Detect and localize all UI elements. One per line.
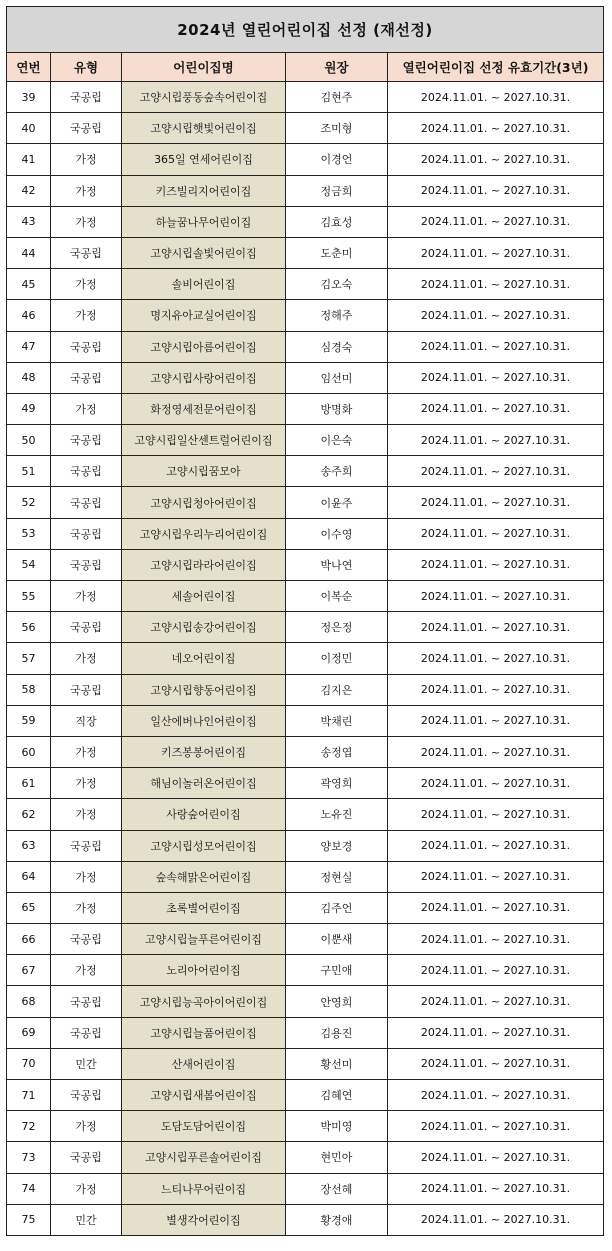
row-number: 65 bbox=[7, 892, 51, 923]
validity-period: 2024.11.01. ~ 2027.10.31. bbox=[388, 892, 604, 923]
director-name: 이윤주 bbox=[286, 487, 388, 518]
row-number: 70 bbox=[7, 1048, 51, 1079]
row-number: 63 bbox=[7, 830, 51, 861]
director-name: 이뿐새 bbox=[286, 924, 388, 955]
daycare-name: 고양시립솔빛어린이집 bbox=[122, 237, 286, 268]
daycare-type: 국공립 bbox=[51, 1080, 122, 1111]
daycare-selection-table bbox=[6, 6, 604, 1236]
validity-period: 2024.11.01. ~ 2027.10.31. bbox=[388, 82, 604, 113]
validity-period: 2024.11.01. ~ 2027.10.31. bbox=[388, 456, 604, 487]
daycare-type: 국공립 bbox=[51, 1142, 122, 1173]
table-row bbox=[7, 425, 604, 456]
daycare-name: 네오어린이집 bbox=[122, 643, 286, 674]
director-name: 김효성 bbox=[286, 206, 388, 237]
row-number: 53 bbox=[7, 518, 51, 549]
daycare-name: 고양시립사랑어린이집 bbox=[122, 362, 286, 393]
daycare-type: 국공립 bbox=[51, 986, 122, 1017]
daycare-name: 숲속해맑은어린이집 bbox=[122, 861, 286, 892]
row-number: 56 bbox=[7, 612, 51, 643]
validity-period: 2024.11.01. ~ 2027.10.31. bbox=[388, 175, 604, 206]
row-number: 57 bbox=[7, 643, 51, 674]
daycare-name: 초록별어린이집 bbox=[122, 892, 286, 923]
daycare-type: 가정 bbox=[51, 955, 122, 986]
director-name: 조미형 bbox=[286, 113, 388, 144]
daycare-name: 일산에버나인어린이집 bbox=[122, 705, 286, 736]
director-name: 김오숙 bbox=[286, 269, 388, 300]
document-table-wrapper bbox=[6, 6, 603, 1236]
daycare-name: 고양시립우리누리어린이집 bbox=[122, 518, 286, 549]
daycare-name: 고양시립늘푸른어린이집 bbox=[122, 924, 286, 955]
table-row bbox=[7, 736, 604, 767]
daycare-type: 가정 bbox=[51, 175, 122, 206]
row-number: 45 bbox=[7, 269, 51, 300]
table-row bbox=[7, 487, 604, 518]
director-name: 김주언 bbox=[286, 892, 388, 923]
director-name: 이복순 bbox=[286, 581, 388, 612]
row-number: 50 bbox=[7, 425, 51, 456]
validity-period: 2024.11.01. ~ 2027.10.31. bbox=[388, 1111, 604, 1142]
header-period: 열린어린이집 선정 유효기간(3년) bbox=[388, 53, 604, 82]
validity-period: 2024.11.01. ~ 2027.10.31. bbox=[388, 1142, 604, 1173]
row-number: 73 bbox=[7, 1142, 51, 1173]
validity-period: 2024.11.01. ~ 2027.10.31. bbox=[388, 300, 604, 331]
director-name: 김현주 bbox=[286, 82, 388, 113]
daycare-type: 가정 bbox=[51, 1111, 122, 1142]
director-name: 방명화 bbox=[286, 393, 388, 424]
daycare-type: 국공립 bbox=[51, 237, 122, 268]
daycare-type: 국공립 bbox=[51, 612, 122, 643]
row-number: 64 bbox=[7, 861, 51, 892]
daycare-type: 국공립 bbox=[51, 487, 122, 518]
table-body bbox=[7, 82, 604, 1236]
validity-period: 2024.11.01. ~ 2027.10.31. bbox=[388, 269, 604, 300]
director-name: 안영희 bbox=[286, 986, 388, 1017]
table-row bbox=[7, 82, 604, 113]
director-name: 박나연 bbox=[286, 549, 388, 580]
row-number: 71 bbox=[7, 1080, 51, 1111]
daycare-name: 고양시립송강어린이집 bbox=[122, 612, 286, 643]
row-number: 40 bbox=[7, 113, 51, 144]
validity-period: 2024.11.01. ~ 2027.10.31. bbox=[388, 1080, 604, 1111]
daycare-type: 국공립 bbox=[51, 425, 122, 456]
table-row bbox=[7, 674, 604, 705]
validity-period: 2024.11.01. ~ 2027.10.31. bbox=[388, 487, 604, 518]
daycare-type: 국공립 bbox=[51, 362, 122, 393]
validity-period: 2024.11.01. ~ 2027.10.31. bbox=[388, 206, 604, 237]
director-name: 송주희 bbox=[286, 456, 388, 487]
daycare-type: 가정 bbox=[51, 643, 122, 674]
row-number: 74 bbox=[7, 1173, 51, 1204]
daycare-type: 가정 bbox=[51, 799, 122, 830]
daycare-name: 키즈빌리지어린이집 bbox=[122, 175, 286, 206]
table-row bbox=[7, 924, 604, 955]
daycare-type: 국공립 bbox=[51, 331, 122, 362]
row-number: 39 bbox=[7, 82, 51, 113]
table-row bbox=[7, 768, 604, 799]
table-row bbox=[7, 1173, 604, 1204]
header-name: 어린이집명 bbox=[122, 53, 286, 82]
daycare-type: 가정 bbox=[51, 1173, 122, 1204]
daycare-name: 노리아어린이집 bbox=[122, 955, 286, 986]
daycare-type: 국공립 bbox=[51, 1017, 122, 1048]
row-number: 62 bbox=[7, 799, 51, 830]
director-name: 장선혜 bbox=[286, 1173, 388, 1204]
row-number: 67 bbox=[7, 955, 51, 986]
row-number: 58 bbox=[7, 674, 51, 705]
daycare-type: 국공립 bbox=[51, 82, 122, 113]
validity-period: 2024.11.01. ~ 2027.10.31. bbox=[388, 362, 604, 393]
director-name: 심경숙 bbox=[286, 331, 388, 362]
table-row bbox=[7, 861, 604, 892]
director-name: 정은정 bbox=[286, 612, 388, 643]
table-row bbox=[7, 986, 604, 1017]
row-number: 59 bbox=[7, 705, 51, 736]
row-number: 46 bbox=[7, 300, 51, 331]
validity-period: 2024.11.01. ~ 2027.10.31. bbox=[388, 924, 604, 955]
daycare-name: 세솔어린이집 bbox=[122, 581, 286, 612]
validity-period: 2024.11.01. ~ 2027.10.31. bbox=[388, 861, 604, 892]
row-number: 75 bbox=[7, 1204, 51, 1235]
table-row bbox=[7, 549, 604, 580]
table-row bbox=[7, 1204, 604, 1235]
daycare-type: 국공립 bbox=[51, 456, 122, 487]
row-number: 66 bbox=[7, 924, 51, 955]
table-row bbox=[7, 144, 604, 175]
row-number: 44 bbox=[7, 237, 51, 268]
daycare-name: 고양시립푸른솔어린이집 bbox=[122, 1142, 286, 1173]
daycare-name: 산새어린이집 bbox=[122, 1048, 286, 1079]
table-row bbox=[7, 113, 604, 144]
table-row bbox=[7, 1017, 604, 1048]
table-row bbox=[7, 269, 604, 300]
table-row bbox=[7, 206, 604, 237]
director-name: 구민애 bbox=[286, 955, 388, 986]
validity-period: 2024.11.01. ~ 2027.10.31. bbox=[388, 237, 604, 268]
director-name: 김용진 bbox=[286, 1017, 388, 1048]
director-name: 정해주 bbox=[286, 300, 388, 331]
table-row bbox=[7, 1111, 604, 1142]
director-name: 황경애 bbox=[286, 1204, 388, 1235]
validity-period: 2024.11.01. ~ 2027.10.31. bbox=[388, 425, 604, 456]
table-row bbox=[7, 581, 604, 612]
table-row bbox=[7, 892, 604, 923]
validity-period: 2024.11.01. ~ 2027.10.31. bbox=[388, 986, 604, 1017]
row-number: 48 bbox=[7, 362, 51, 393]
director-name: 김혜연 bbox=[286, 1080, 388, 1111]
row-number: 51 bbox=[7, 456, 51, 487]
daycare-type: 가정 bbox=[51, 300, 122, 331]
validity-period: 2024.11.01. ~ 2027.10.31. bbox=[388, 1017, 604, 1048]
row-number: 54 bbox=[7, 549, 51, 580]
validity-period: 2024.11.01. ~ 2027.10.31. bbox=[388, 549, 604, 580]
director-name: 양보경 bbox=[286, 830, 388, 861]
validity-period: 2024.11.01. ~ 2027.10.31. bbox=[388, 736, 604, 767]
daycare-type: 가정 bbox=[51, 206, 122, 237]
daycare-name: 고양시립일산센트럴어린이집 bbox=[122, 425, 286, 456]
daycare-type: 국공립 bbox=[51, 924, 122, 955]
daycare-name: 별생각어린이집 bbox=[122, 1204, 286, 1235]
validity-period: 2024.11.01. ~ 2027.10.31. bbox=[388, 705, 604, 736]
daycare-name: 고양시립능곡아이어린이집 bbox=[122, 986, 286, 1017]
validity-period: 2024.11.01. ~ 2027.10.31. bbox=[388, 1048, 604, 1079]
director-name: 이수영 bbox=[286, 518, 388, 549]
director-name: 노유진 bbox=[286, 799, 388, 830]
director-name: 도춘미 bbox=[286, 237, 388, 268]
daycare-name: 고양시립꿈모아 bbox=[122, 456, 286, 487]
header-director: 원장 bbox=[286, 53, 388, 82]
daycare-name: 화정영세전문어린이집 bbox=[122, 393, 286, 424]
table-row bbox=[7, 1048, 604, 1079]
row-number: 49 bbox=[7, 393, 51, 424]
table-row bbox=[7, 1142, 604, 1173]
table-row bbox=[7, 237, 604, 268]
table-row bbox=[7, 393, 604, 424]
validity-period: 2024.11.01. ~ 2027.10.31. bbox=[388, 331, 604, 362]
row-number: 69 bbox=[7, 1017, 51, 1048]
row-number: 42 bbox=[7, 175, 51, 206]
table-row bbox=[7, 362, 604, 393]
director-name: 정금희 bbox=[286, 175, 388, 206]
daycare-type: 가정 bbox=[51, 861, 122, 892]
table-row bbox=[7, 456, 604, 487]
daycare-name: 고양시립햇빛어린이집 bbox=[122, 113, 286, 144]
daycare-type: 국공립 bbox=[51, 113, 122, 144]
validity-period: 2024.11.01. ~ 2027.10.31. bbox=[388, 768, 604, 799]
director-name: 박미영 bbox=[286, 1111, 388, 1142]
daycare-type: 가정 bbox=[51, 736, 122, 767]
table-row bbox=[7, 830, 604, 861]
daycare-name: 솔비어린이집 bbox=[122, 269, 286, 300]
director-name: 김지은 bbox=[286, 674, 388, 705]
daycare-type: 가정 bbox=[51, 393, 122, 424]
daycare-type: 국공립 bbox=[51, 549, 122, 580]
row-number: 47 bbox=[7, 331, 51, 362]
daycare-name: 고양시립성모어린이집 bbox=[122, 830, 286, 861]
table-row bbox=[7, 331, 604, 362]
table-row bbox=[7, 518, 604, 549]
table-row bbox=[7, 612, 604, 643]
row-number: 43 bbox=[7, 206, 51, 237]
director-name: 곽영희 bbox=[286, 768, 388, 799]
daycare-type: 가정 bbox=[51, 269, 122, 300]
director-name: 임선미 bbox=[286, 362, 388, 393]
header-type: 유형 bbox=[51, 53, 122, 82]
daycare-type: 가정 bbox=[51, 768, 122, 799]
row-number: 41 bbox=[7, 144, 51, 175]
validity-period: 2024.11.01. ~ 2027.10.31. bbox=[388, 518, 604, 549]
director-name: 송정엽 bbox=[286, 736, 388, 767]
director-name: 황선미 bbox=[286, 1048, 388, 1079]
header-no: 연번 bbox=[7, 53, 51, 82]
daycare-name: 고양시립풍동숲속어린이집 bbox=[122, 82, 286, 113]
row-number: 61 bbox=[7, 768, 51, 799]
validity-period: 2024.11.01. ~ 2027.10.31. bbox=[388, 830, 604, 861]
validity-period: 2024.11.01. ~ 2027.10.31. bbox=[388, 799, 604, 830]
daycare-type: 가정 bbox=[51, 581, 122, 612]
validity-period: 2024.11.01. ~ 2027.10.31. bbox=[388, 1204, 604, 1235]
daycare-type: 가정 bbox=[51, 144, 122, 175]
daycare-type: 국공립 bbox=[51, 830, 122, 861]
row-number: 52 bbox=[7, 487, 51, 518]
table-title: 2024년 열린어린이집 선정 (재선정) bbox=[7, 7, 604, 53]
validity-period: 2024.11.01. ~ 2027.10.31. bbox=[388, 674, 604, 705]
daycare-type: 가정 bbox=[51, 892, 122, 923]
director-name: 이은숙 bbox=[286, 425, 388, 456]
daycare-name: 명지유아교실어린이집 bbox=[122, 300, 286, 331]
daycare-type: 민간 bbox=[51, 1204, 122, 1235]
daycare-name: 고양시립아름어린이집 bbox=[122, 331, 286, 362]
daycare-name: 해님이놀러온어린이집 bbox=[122, 768, 286, 799]
director-name: 이정민 bbox=[286, 643, 388, 674]
director-name: 정현실 bbox=[286, 861, 388, 892]
row-number: 60 bbox=[7, 736, 51, 767]
table-row bbox=[7, 799, 604, 830]
daycare-name: 하늘꿈나무어린이집 bbox=[122, 206, 286, 237]
table-row bbox=[7, 175, 604, 206]
daycare-name: 키즈봉봉어린이집 bbox=[122, 736, 286, 767]
table-row bbox=[7, 1080, 604, 1111]
table-row bbox=[7, 300, 604, 331]
table-header-row bbox=[7, 53, 604, 82]
director-name: 박채린 bbox=[286, 705, 388, 736]
validity-period: 2024.11.01. ~ 2027.10.31. bbox=[388, 955, 604, 986]
validity-period: 2024.11.01. ~ 2027.10.31. bbox=[388, 643, 604, 674]
daycare-name: 365일 연세어린이집 bbox=[122, 144, 286, 175]
daycare-name: 고양시립새봄어린이집 bbox=[122, 1080, 286, 1111]
row-number: 68 bbox=[7, 986, 51, 1017]
daycare-type: 민간 bbox=[51, 1048, 122, 1079]
validity-period: 2024.11.01. ~ 2027.10.31. bbox=[388, 144, 604, 175]
validity-period: 2024.11.01. ~ 2027.10.31. bbox=[388, 1173, 604, 1204]
daycare-name: 도담도담어린이집 bbox=[122, 1111, 286, 1142]
director-name: 이경언 bbox=[286, 144, 388, 175]
validity-period: 2024.11.01. ~ 2027.10.31. bbox=[388, 393, 604, 424]
daycare-name: 고양시립청아어린이집 bbox=[122, 487, 286, 518]
daycare-name: 느티나무어린이집 bbox=[122, 1173, 286, 1204]
table-row bbox=[7, 705, 604, 736]
daycare-name: 고양시립늘품어린이집 bbox=[122, 1017, 286, 1048]
daycare-type: 직장 bbox=[51, 705, 122, 736]
row-number: 55 bbox=[7, 581, 51, 612]
daycare-name: 고양시립라라어린이집 bbox=[122, 549, 286, 580]
daycare-type: 국공립 bbox=[51, 674, 122, 705]
table-row bbox=[7, 643, 604, 674]
validity-period: 2024.11.01. ~ 2027.10.31. bbox=[388, 612, 604, 643]
director-name: 현민아 bbox=[286, 1142, 388, 1173]
validity-period: 2024.11.01. ~ 2027.10.31. bbox=[388, 113, 604, 144]
daycare-name: 사랑숲어린이집 bbox=[122, 799, 286, 830]
row-number: 72 bbox=[7, 1111, 51, 1142]
table-row bbox=[7, 955, 604, 986]
daycare-type: 국공립 bbox=[51, 518, 122, 549]
daycare-name: 고양시립향동어린이집 bbox=[122, 674, 286, 705]
validity-period: 2024.11.01. ~ 2027.10.31. bbox=[388, 581, 604, 612]
